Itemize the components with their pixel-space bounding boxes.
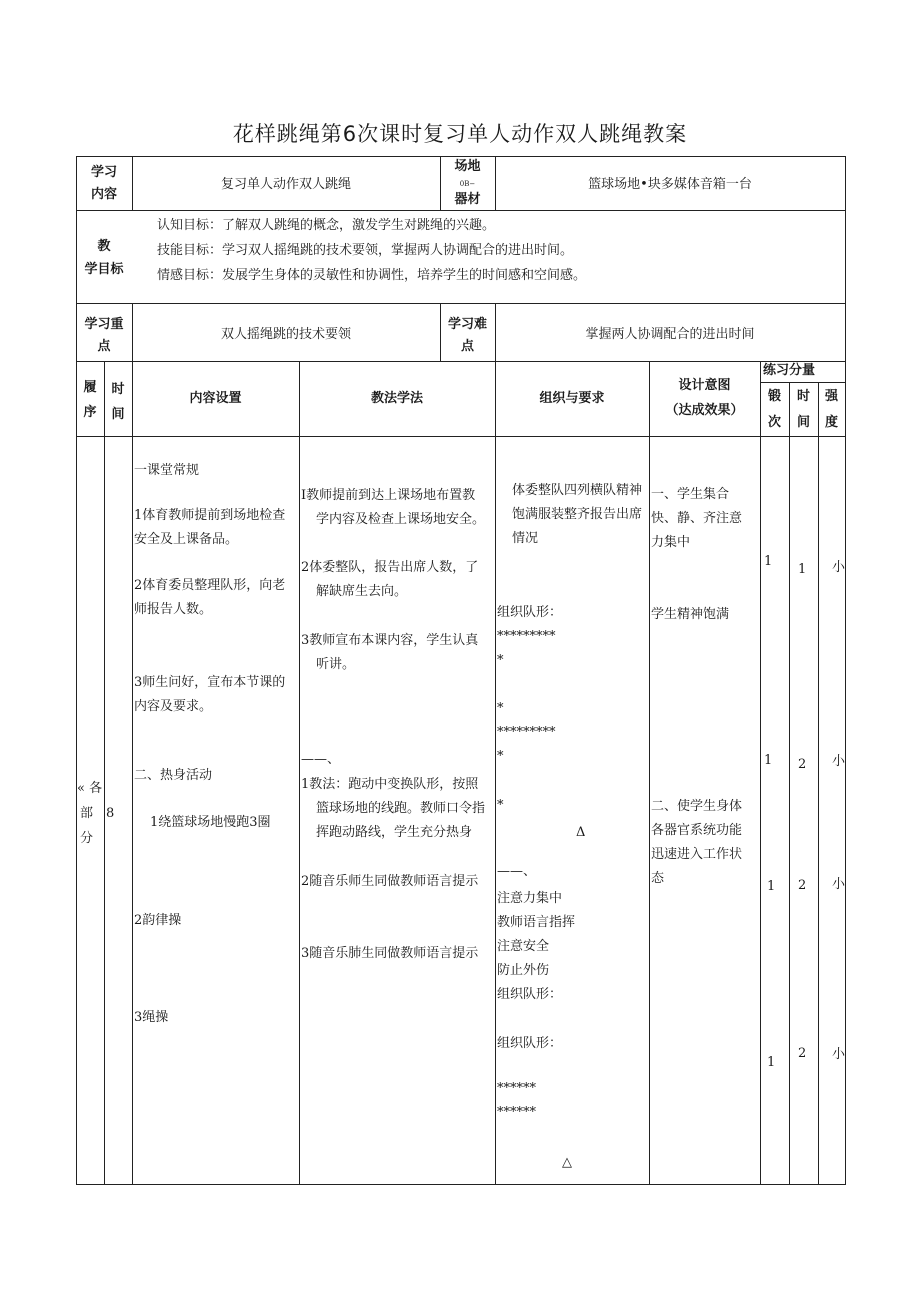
content-line: 1体育教师提前到场地检查 [134,508,286,523]
header-content: 内容设置 [189,391,242,406]
header-count-2: 次 [767,415,781,430]
practice-intensity: 小 [832,560,846,575]
method-line: I教师提前到达上课场地布置教 [301,488,476,503]
org-line: Δ [576,825,586,840]
content-line: 3师生问好，宣布本节课的 [134,675,286,690]
org-line: 防止外伤 [497,963,550,978]
org-line: * [497,653,504,668]
content-line: 2韵律操 [134,913,182,928]
difficulty-value: 掌握两人协调配合的进出时间 [585,327,755,342]
section-order-2: 部 [80,806,94,821]
method-line: 挥跑动路线，学生充分热身 [316,825,473,840]
goal-cognitive: 认知目标：了解双人跳绳的概念，激发学生对跳绳的兴趣。 [157,218,496,233]
content-line: 一课堂常规 [134,463,200,478]
method-line: 3教师宣布本课内容，学生认真 [301,633,479,648]
goals-label-1: 教 [97,239,111,254]
design-line: 学生精神饱满 [651,607,730,622]
org-line: 组织队形： [497,1036,563,1051]
header-order-2: 序 [83,405,97,420]
header-practice: 练习分量 [763,363,816,378]
section-order-3: 分 [80,831,94,846]
method-line: 2随音乐师生同做教师语言提示 [301,874,479,889]
org-line: * [497,798,504,813]
org-line: 注意力集中 [497,891,563,906]
goal-skill: 技能目标：学习双人摇绳跳的技术要领，掌握两人协调配合的进出时间。 [157,243,574,258]
content-line: 内容及要求。 [134,699,213,714]
practice-time: 2 [798,878,807,893]
org-line: 组织队形： [497,987,563,1002]
method-line: 解缺席生去向。 [316,584,408,599]
method-line: ——、 [301,752,341,767]
content-line: 安全及上课备品。 [134,532,239,547]
org-line: ****** [497,1105,536,1120]
org-line: 注意安全 [497,939,550,954]
content-line: 二、热身活动 [134,768,213,783]
venue-label-1: 场地 [454,159,481,174]
method-line: 3随音乐肺生同做教师语言提示 [301,946,479,961]
header-ptime-1: 时 [796,389,810,404]
design-line: 一、学生集合 [651,487,730,502]
header-ptime-2: 间 [796,415,810,430]
difficulty-label-1: 学习难 [447,317,487,332]
key-label-2: 点 [97,339,111,354]
org-line: 教师语言指挥 [497,915,576,930]
practice-count: 1 [764,753,773,768]
goals-label-2: 学目标 [84,262,124,277]
document-title: 花样跳绳第6次课时复习单人动作双人跳绳教案 [232,122,688,146]
design-line: 二、使学生身体 [651,799,743,814]
org-line: 组织队形： [497,605,563,620]
org-line: * [497,701,504,716]
content-label-2: 内容 [90,187,117,202]
header-time-2: 间 [111,407,125,422]
practice-intensity: 小 [832,877,846,892]
method-line: 2体委整队，报告出席人数，了 [301,560,479,575]
practice-time: 1 [798,562,807,577]
method-line: 篮球场地的线跑。教师口令指 [316,801,486,816]
content-line: 师报告人数。 [134,602,213,617]
goal-emotion: 情感目标：发展学生身体的灵敏性和协调性，培养学生的时间感和空间感。 [157,268,587,283]
difficulty-label-2: 点 [460,339,474,354]
header-count-1: 锻 [767,389,781,404]
design-line: 态 [651,871,665,886]
practice-intensity: 小 [832,1047,846,1062]
method-line: 学内容及检查上课场地安全。 [316,512,486,527]
practice-time: 2 [798,1046,807,1061]
section-order-1: « 各 [77,781,103,796]
practice-intensity: 小 [832,754,846,769]
venue-value: 篮球场地•块多媒体音箱一台 [588,177,752,192]
header-order-1: 履 [83,380,97,395]
header-method: 教法学法 [370,391,423,406]
org-line: ********* [497,725,556,740]
org-line: ——、 [497,864,537,879]
section-time: 8 [106,806,115,821]
content-line: 2体育委员整理队形，向老 [134,578,286,593]
key-label-1: 学习重 [84,317,124,332]
content-line: 3绳操 [134,1010,169,1025]
org-line: 饱满服装整齐报告出席 [512,507,643,522]
key-value: 双人摇绳跳的技术要领 [220,327,351,342]
header-intensity-2: 度 [824,415,838,430]
venue-label-mid: 0B− [459,180,476,188]
design-line: 各器官系统功能 [651,823,743,838]
org-line: ********* [497,629,556,644]
practice-count: 1 [764,554,773,569]
design-line: 力集中 [651,535,691,550]
content-value: 复习单人动作双人跳绳 [220,177,351,192]
design-line: 快、静、齐注意 [651,511,743,526]
header-design-1: 设计意图 [678,378,731,393]
practice-count: 1 [767,879,776,894]
org-line: ****** [497,1081,536,1096]
design-line: 迅速进入工作状 [651,847,743,862]
org-line: 体委整队四列横队精神 [512,483,643,498]
content-line: 1绕篮球场地慢跑3圈 [150,815,271,830]
org-line: 情况 [512,531,539,546]
method-line: 1教法：跑动中变换队形，按照 [301,777,479,792]
content-label-1: 学习 [90,165,117,180]
method-line: 听讲。 [316,657,356,672]
org-line: △ [562,1155,572,1170]
venue-label-2: 器材 [454,192,481,207]
header-design-2: （达成效果） [665,403,744,418]
practice-count: 1 [767,1055,776,1070]
header-intensity-1: 强 [824,389,838,404]
header-org: 组织与要求 [539,391,605,406]
org-line: * [497,749,504,764]
header-time-1: 时 [111,382,125,397]
practice-time: 2 [798,757,807,772]
